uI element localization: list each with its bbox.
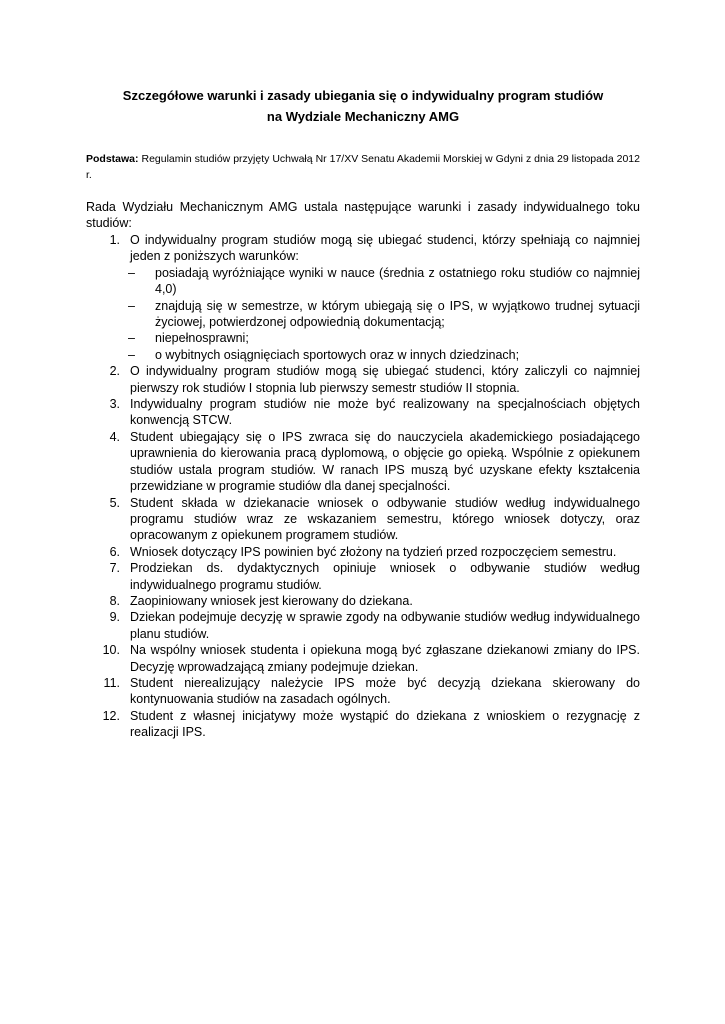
- sub-list-item: [130, 265, 640, 298]
- list-item-number: 12.: [102, 708, 120, 723]
- legal-basis: [86, 151, 640, 183]
- list-item: [86, 396, 640, 429]
- list-item: [86, 429, 640, 495]
- list-item-text: Student nierealizujący należycie IPS może być decyzją dziekana skierowany do kontynuowania studiów na zasadach ogólnych.: [130, 675, 640, 707]
- list-item: [86, 363, 640, 396]
- dash-bullet-icon: –: [128, 347, 135, 362]
- list-item: [86, 593, 640, 609]
- list-item-number: 2.: [109, 364, 120, 379]
- legal-basis-label: Podstawa:: [86, 153, 139, 165]
- list-item-text: Zaopiniowany wniosek jest kierowany do dziekana.: [130, 593, 413, 608]
- list-item-text: O indywidualny program studiów mogą się ubiegać studenci, który zaliczyli co najmniej pierwszy rok studiów I stopnia lub pierwszy semestr studiów II stopnia.: [130, 364, 640, 395]
- list-item: [86, 609, 640, 642]
- list-item-number: 7.: [109, 561, 120, 576]
- sub-list-item: [130, 298, 640, 331]
- list-item-number: 11.: [103, 675, 120, 690]
- list-item-number: 10.: [102, 643, 120, 658]
- sub-list-item-text: o wybitnych osiągnięciach sportowych oraz w innych dziedzinach;: [155, 347, 520, 362]
- sub-list-item-text: posiadają wyróżniające wyniki w nauce (średnia z ostatniego roku studiów co najmniej 4,0): [155, 265, 640, 297]
- list-item: [86, 232, 640, 363]
- sub-list-item-text: znajdują się w semestrze, w którym ubiegają się o IPS, w wyjątkowo trudnej sytuacji życiowej, potwierdzonej odpowiednią dokumentacją;: [155, 298, 640, 330]
- list-item-text: O indywidualny program studiów mogą się ubiegać studenci, którzy spełniają co najmniej jeden z poniższych warunków:: [130, 233, 640, 264]
- conditions-list: [86, 232, 640, 741]
- list-item-text: Student ubiegający się o IPS zwraca się do nauczyciela akademickiego posiadającego uprawnienia do kierowania pracą dyplomową, o objęcie go opieką. Wspólnie z opiekunem studiów ustala program studiów. W ranach IPS muszą być uzyskane efekty kształcenia przewidziane w programie studiów dla danej specjalności.: [130, 429, 640, 494]
- document-title-line-2: na Wydziale Mechaniczny AMG: [266, 109, 460, 124]
- list-item: [86, 495, 640, 544]
- list-item-text: Wniosek dotyczący IPS powinien być złożony na tydzień przed rozpoczęciem semestru.: [130, 544, 617, 559]
- list-item-number: 4.: [109, 429, 120, 444]
- list-item: [86, 675, 640, 708]
- list-item-number: 8.: [109, 593, 120, 608]
- list-item-text: Student składa w dziekanacie wniosek o odbywanie studiów według indywidualnego programu studiów wraz ze wskazaniem semestru, którego wniosek dotyczy, oraz opracowanym z opiekunem programem studiów.: [130, 495, 640, 543]
- list-item: [86, 560, 640, 593]
- document-title-line-1: Szczegółowe warunki i zasady ubiegania się o indywidualny program studiów: [122, 88, 604, 103]
- intro-paragraph: Rada Wydziału Mechanicznym AMG ustala następujące warunki i zasady indywidualnego toku studiów:: [86, 200, 640, 231]
- list-item-number: 1.: [109, 233, 120, 247]
- dash-bullet-icon: –: [128, 331, 135, 346]
- dash-bullet-icon: –: [128, 265, 135, 280]
- list-item-number: 3.: [109, 397, 120, 412]
- list-item: [86, 708, 640, 741]
- list-item-text: Dziekan podejmuje decyzję w sprawie zgody na odbywanie studiów według indywidualnego planu studiów.: [130, 610, 640, 641]
- list-item-text: Indywidualny program studiów nie może być realizowany na specjalnościach objętych konwencją STCW.: [130, 397, 640, 428]
- conditions-sublist: [130, 265, 640, 363]
- list-item: [86, 544, 640, 560]
- list-item-number: 6.: [109, 544, 120, 559]
- sub-list-item: [130, 330, 640, 346]
- list-item-number: 9.: [109, 610, 120, 625]
- dash-bullet-icon: –: [128, 298, 135, 313]
- list-item-text: Student z własnej inicjatywy może wystąpić do dziekana z wnioskiem o rezygnację z realizacji IPS.: [130, 708, 640, 740]
- list-item-text: Na wspólny wniosek studenta i opiekuna mogą być zgłaszane dziekanowi zmiany do IPS. Decyzję wprowadzającą zmiany podejmuje dziekan.: [130, 643, 640, 674]
- list-item-text: Prodziekan ds. dydaktycznych opiniuje wniosek o odbywanie studiów według indywidualnego programu studiów.: [130, 561, 640, 592]
- list-item-number: 5.: [109, 495, 120, 510]
- legal-basis-text: Regulamin studiów przyjęty Uchwałą Nr 17/XV Senatu Akademii Morskiej w Gdyni z dnia 29 listopada 2012 r.: [86, 153, 640, 181]
- sub-list-item-text: niepełnosprawni;: [155, 331, 249, 346]
- list-item: [86, 642, 640, 675]
- sub-list-item: [130, 347, 640, 363]
